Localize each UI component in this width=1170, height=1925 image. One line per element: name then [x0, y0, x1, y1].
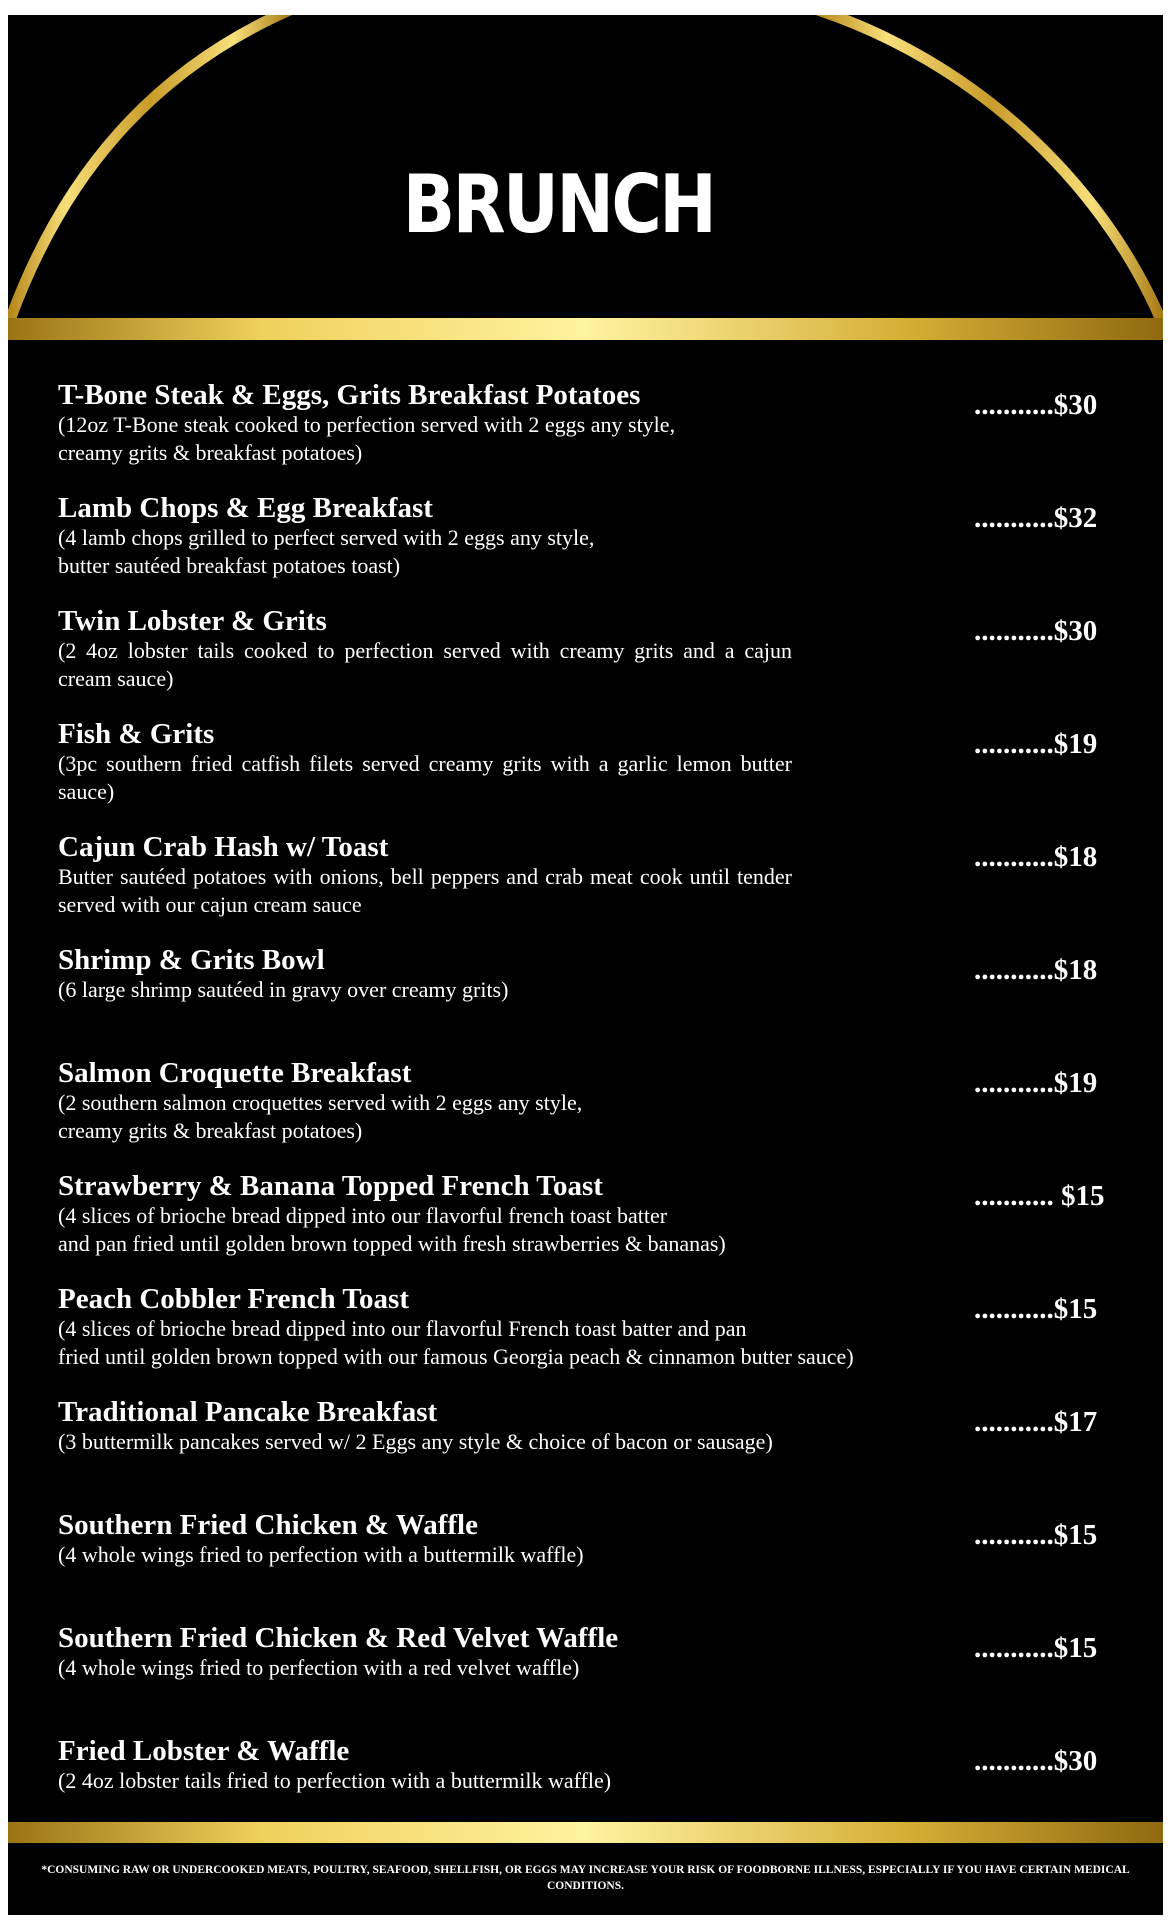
menu-item — [58, 1735, 1108, 1795]
item-price: ...........$15 — [974, 1632, 1098, 1664]
item-description: (12oz T-Bone steak cooked to perfection served with 2 eggs any style, creamy grits & breakfast potatoes) — [58, 412, 676, 465]
item-name: Shrimp & Grits Bowl — [58, 944, 325, 976]
item-name: Salmon Croquette Breakfast — [58, 1057, 412, 1089]
item-name: Southern Fried Chicken & Waffle — [58, 1509, 478, 1541]
item-price: ...........$15 — [974, 1293, 1098, 1325]
item-price: ...........$30 — [974, 615, 1098, 647]
item-description: (2 4oz lobster tails fried to perfection with a buttermilk waffle) — [58, 1768, 612, 1793]
item-price: ...........$18 — [974, 954, 1098, 986]
menu-item — [58, 605, 1108, 693]
item-name: Peach Cobbler French Toast — [58, 1283, 409, 1315]
item-price: ...........$18 — [974, 841, 1098, 873]
item-description: (6 large shrimp sautéed in gravy over creamy grits) — [58, 977, 509, 1002]
menu-item — [58, 1283, 1108, 1371]
gold-divider-top — [8, 318, 1163, 340]
item-price: ...........$17 — [974, 1406, 1098, 1438]
gold-divider-bottom — [8, 1822, 1163, 1843]
item-name: T-Bone Steak & Eggs, Grits Breakfast Potatoes — [58, 379, 641, 411]
menu-item — [58, 492, 1108, 580]
menu-title: BRUNCH — [402, 158, 715, 251]
item-price: ...........$15 — [974, 1519, 1098, 1551]
item-description: (4 slices of brioche bread dipped into our flavorful french toast batter and pan fried until golden brown topped with fresh strawberries & bananas) — [58, 1203, 726, 1256]
item-name: Strawberry & Banana Topped French Toast — [58, 1170, 603, 1202]
menu-sheet — [8, 15, 1163, 1915]
health-disclaimer: *CONSUMING RAW OR UNDERCOOKED MEATS, POULTRY, SEAFOOD, SHELLFISH, OR EGGS MAY INCREASE YOUR RISK OF FOODBORNE ILLNESS, ESPECIALLY IF YOU HAVE CERTAIN MEDICAL CONDITIONS. — [41, 1864, 1130, 1892]
item-price: ...........$30 — [974, 389, 1098, 421]
item-description: (3pc southern fried catfish filets served creamy grits with a garlic lemon butter sauce) — [58, 751, 792, 804]
item-price: ...........$19 — [974, 1067, 1098, 1099]
menu-item — [58, 379, 1108, 467]
item-description: (4 lamb chops grilled to perfect served with 2 eggs any style, butter sautéed breakfast potatoes toast) — [58, 525, 595, 578]
item-price: ...........$32 — [974, 502, 1098, 534]
item-name: Southern Fried Chicken & Red Velvet Waffle — [58, 1622, 619, 1654]
item-name: Twin Lobster & Grits — [58, 605, 327, 637]
item-description: Butter sautéed potatoes with onions, bell peppers and crab meat cook until tender served with our cajun cream sauce — [58, 864, 792, 917]
item-description: (4 slices of brioche bread dipped into our flavorful French toast batter and pan fried until golden brown topped with our famous Georgia peach & cinnamon butter sauce) — [58, 1316, 854, 1369]
menu-item — [58, 1509, 1108, 1569]
menu-item — [58, 944, 1108, 1004]
menu-item — [58, 1396, 1108, 1456]
item-description: (4 whole wings fried to perfection with a buttermilk waffle) — [58, 1542, 584, 1567]
item-name: Cajun Crab Hash w/ Toast — [58, 831, 389, 863]
item-price: ........... $15 — [974, 1180, 1105, 1212]
menu-item — [58, 718, 1108, 806]
item-description: (4 whole wings fried to perfection with a red velvet waffle) — [58, 1655, 580, 1680]
item-name: Lamb Chops & Egg Breakfast — [58, 492, 433, 524]
menu-item — [58, 1170, 1108, 1258]
menu-item — [58, 831, 1108, 919]
item-name: Traditional Pancake Breakfast — [58, 1396, 438, 1428]
menu-item — [58, 1057, 1108, 1145]
item-price: ...........$30 — [974, 1745, 1098, 1777]
item-description: (3 buttermilk pancakes served w/ 2 Eggs any style & choice of bacon or sausage) — [58, 1429, 773, 1454]
item-description: (2 4oz lobster tails cooked to perfection served with creamy grits and a cajun cream sauce) — [58, 638, 792, 691]
item-name: Fish & Grits — [58, 718, 215, 750]
item-price: ...........$19 — [974, 728, 1098, 760]
menu-item — [58, 1622, 1108, 1682]
item-name: Fried Lobster & Waffle — [58, 1735, 350, 1767]
item-description: (2 southern salmon croquettes served with 2 eggs any style, creamy grits & breakfast potatoes) — [58, 1090, 583, 1143]
